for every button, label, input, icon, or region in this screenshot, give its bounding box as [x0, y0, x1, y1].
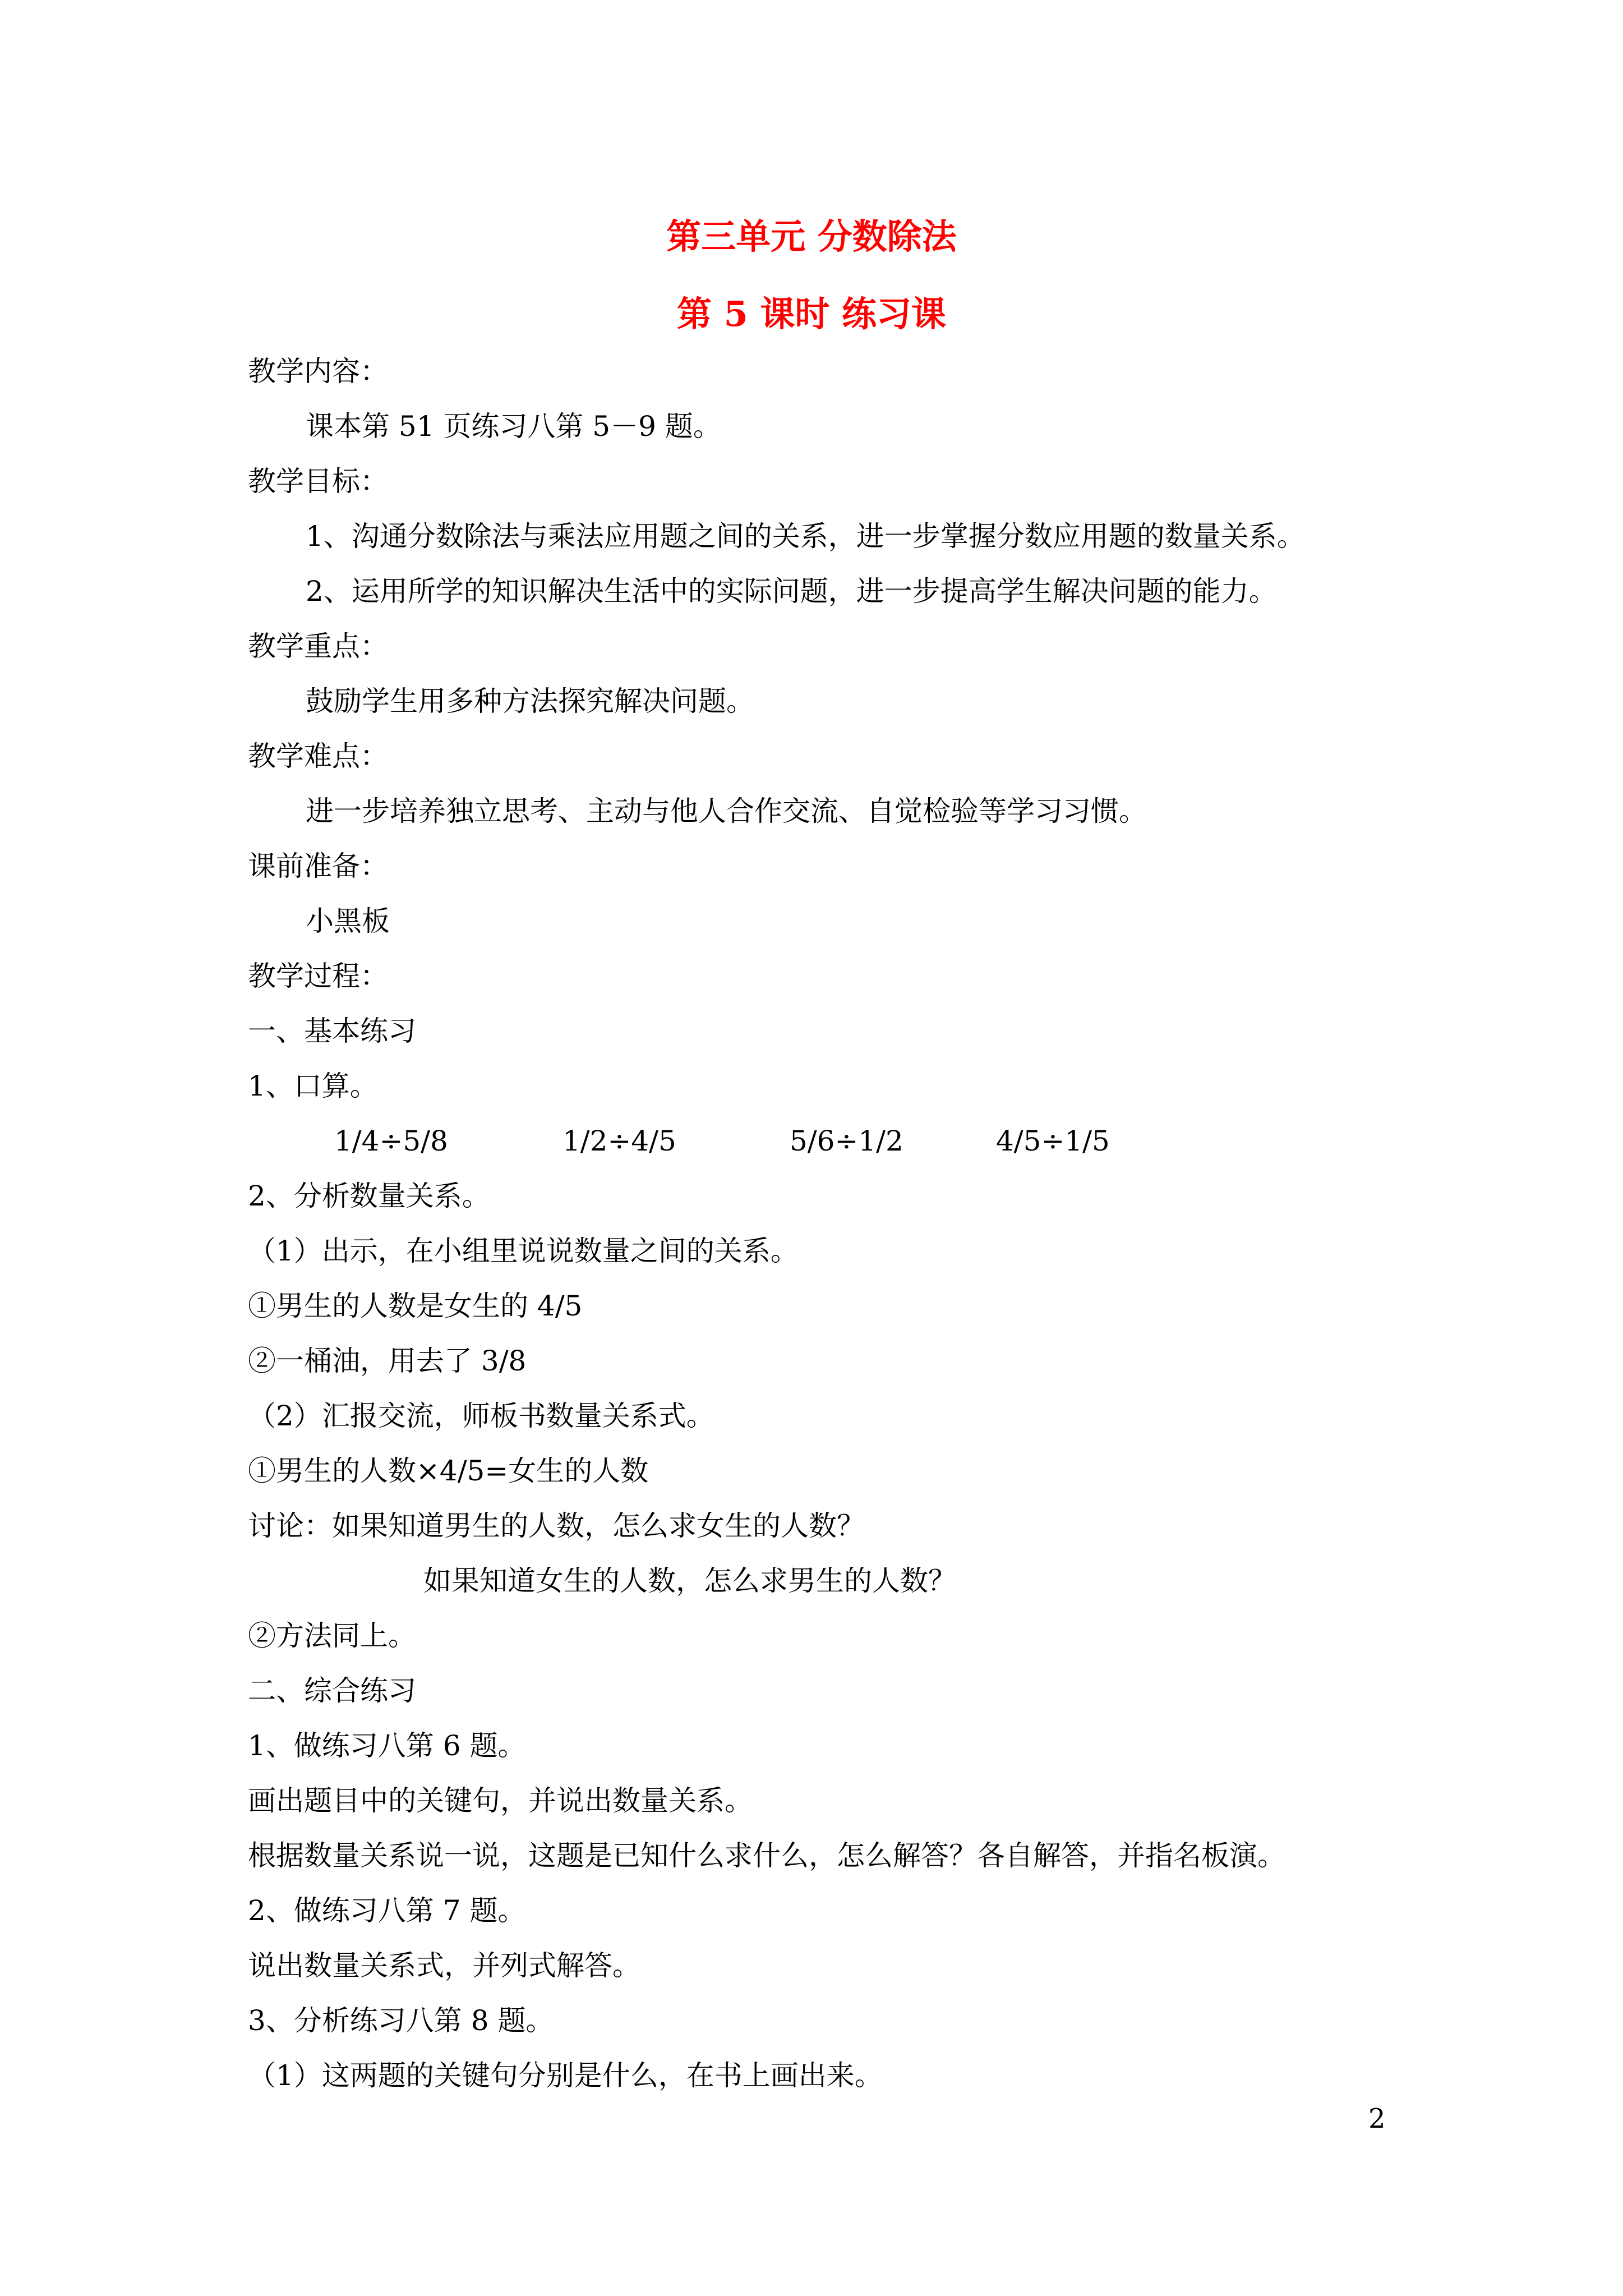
sub-item-1: （1）出示，在小组里说说数量之间的关系。: [248, 1235, 799, 1267]
sub-item-2: （2）汇报交流，师板书数量关系式。: [248, 1400, 714, 1432]
exercise-sub-item: （1）这两题的关键句分别是什么，在书上画出来。: [248, 2059, 883, 2092]
discussion-question-1: 讨论：如果知道男生的人数，怎么求女生的人数？: [248, 1510, 865, 1542]
unit-title: 第三单元 分数除法: [666, 216, 957, 257]
section-label-preparation: 课前准备：: [248, 850, 388, 882]
relation-example-2: ②一桶油，用去了 3/8: [248, 1345, 527, 1377]
mental-math-problem: 5/6÷1/2: [790, 1125, 903, 1157]
exercise-item-2: 2、做练习八第 7 题。: [248, 1894, 526, 1927]
section-label-process: 教学过程：: [248, 960, 388, 992]
key-points-text: 鼓励学生用多种方法探究解决问题。: [306, 685, 754, 717]
preparation-text: 小黑板: [306, 905, 390, 937]
exercise-instruction: 画出题目中的关键句，并说出数量关系。: [248, 1784, 753, 1817]
relation-example-1: ①男生的人数是女生的 4/5: [248, 1290, 583, 1322]
discussion-question-2: 如果知道女生的人数，怎么求男生的人数？: [423, 1565, 956, 1597]
exercise-item-1: 1、做练习八第 6 题。: [248, 1729, 526, 1762]
goal-item-2: 2、运用所学的知识解决生活中的实际问题，进一步提高学生解决问题的能力。: [306, 575, 1277, 608]
exercise-instruction: 说出数量关系式，并列式解答。: [248, 1949, 640, 1982]
relation-formula-2: ②方法同上。: [248, 1619, 416, 1652]
page-number: 2: [1368, 2103, 1386, 2134]
exercise-item-3: 3、分析练习八第 8 题。: [248, 2004, 554, 2037]
difficulties-text: 进一步培养独立思考、主动与他人合作交流、自觉检验等学习习惯。: [306, 795, 1147, 827]
section-label-goals: 教学目标：: [248, 465, 388, 498]
mental-math-problem: 1/4÷5/8: [334, 1125, 448, 1157]
mental-math-problem: 4/5÷1/5: [996, 1125, 1110, 1157]
section-label-key-points: 教学重点：: [248, 630, 388, 662]
heading-basic-practice: 一、基本练习: [248, 1015, 416, 1047]
heading-comprehensive-practice: 二、综合练习: [248, 1674, 416, 1707]
lesson-title: 第 5 课时 练习课: [677, 293, 946, 334]
relation-formula-1: ①男生的人数×4/5=女生的人数: [248, 1455, 649, 1487]
mental-math-problem: 1/2÷4/5: [562, 1125, 676, 1157]
section-label-difficulties: 教学难点：: [248, 740, 388, 772]
content-text: 课本第 51 页练习八第 5－9 题。: [306, 410, 721, 443]
section-label-content: 教学内容：: [248, 355, 388, 388]
exercise-instruction: 根据数量关系说一说，这题是已知什么求什么，怎么解答？各自解答，并指名板演。: [248, 1839, 1285, 1872]
item-analyze-relations: 2、分析数量关系。: [248, 1180, 490, 1212]
goal-item-1: 1、沟通分数除法与乘法应用题之间的关系，进一步掌握分数应用题的数量关系。: [306, 520, 1305, 553]
item-mental-math: 1、口算。: [248, 1070, 378, 1102]
